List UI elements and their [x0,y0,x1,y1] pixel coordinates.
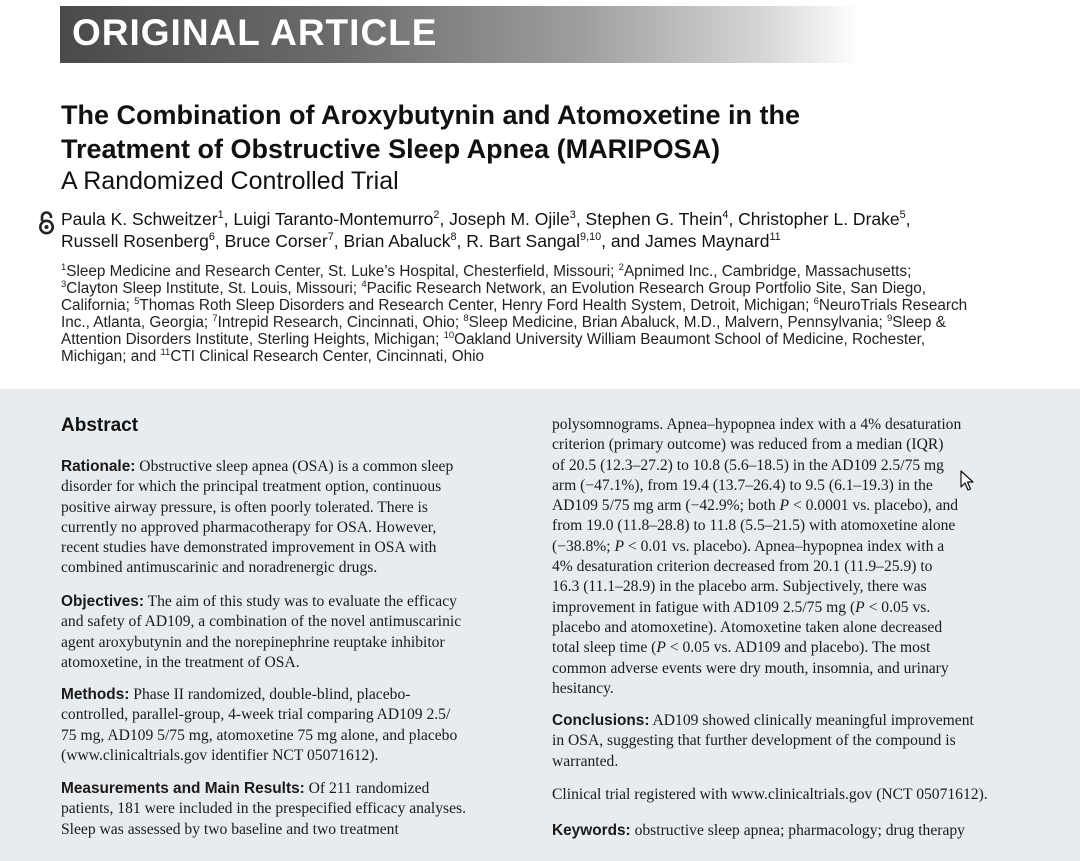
abstract-heading: Abstract [61,415,139,436]
results-paragraph: Measurements and Main Results: Of 211 randomized patients, 181 were included in the prespecified efficacy analyses. Sleep was assessed by two baseline and two treatment [61,780,466,838]
methods-paragraph: Methods: Phase II randomized, double-blind, placebo- controlled, parallel-group, 4-week trial comparing AD109 2.5/ 75 mg, AD109 5/75 mg, atomoxetine 75 mg alone, and placebo (www.clinicaltrials.gov identifier NCT 05071612). [61,686,458,764]
affiliations: $^1$Sleep Medicine and Research Center, St. Luke’s Hospital, Chesterfield, Missouri; $^2$Apnimed Inc., Cambridge, Massachusetts; $^3$Clayton Sleep Institute, St. Louis, Missouri; $^4$Pacific Research Network, an Evolution Research Group Portfolio Site, San Diego, California; $^5$Thomas Roth Sleep Disorders and Research Center, Henry Ford Health System, Detroit, Michigan; $^6$NeuroTrials Research Inc., Atlanta, Georgia; $^7$Intrepid Research, Cincinnati, Ohio; $^8$Sleep Medicine, Brian Abaluck, M.D., Malvern, Pennsylvania; $^9$Sleep & Attention Disorders Institute, Sterling Heights, Michigan; $^{10}$Oakland University William Beaumont School of Medicine, Rochester, Michigan; and $^{11}$CTI Clinical Research Center, Cincinnati, Ohio [61,261,968,365]
abstract-box [0,389,1080,861]
author-list: Paula K. Schweitzer$^1$, Luigi Taranto-Montemurro$^2$, Joseph M. Ojile$^3$, Stephen G. Thein$^4$, Christopher L. Drake$^5$, Russell Rosenberg$^6$, Bruce Corser$^7$, Brian Abaluck$^8$, R. Bart Sangal$^{9,10}$, and James Maynard$^{11}$ [61,209,911,251]
conclusions-paragraph: Conclusions: AD109 showed clinically meaningful improvement in OSA, suggesting that further development of the compound is warranted. [552,712,974,770]
trial-registry-text: Clinical trial registered with www.clinicaltrials.gov (NCT 05071612). [552,786,988,803]
rationale-paragraph: Rationale: Obstructive sleep apnea (OSA) is a common sleep disorder for which the principal treatment option, continuous positive airway pressure, is often poorly tolerated. There is currently no approved pharmacotherapy for OSA. However, recent studies have demonstrated improvement in OSA with combined antimuscarinic and noradrenergic drugs. [61,458,454,577]
mouse-cursor-icon [960,470,974,492]
keywords-line: Keywords: obstructive sleep apnea; pharmacology; drug therapy [552,822,965,839]
article-subtitle: A Randomized Controlled Trial [61,167,399,195]
objectives-paragraph: Objectives: The aim of this study was to evaluate the efficacy and safety of AD109, a combination of the novel antimuscarinic agent aroxybutynin and the norepinephrine reuptake inhibitor atomoxetine, in the treatment of OSA. [61,593,462,671]
article-title: The Combination of Aroxybutynin and Atomoxetine in the Treatment of Obstructive Sleep Apnea (MARIPOSA) [61,100,800,164]
section-banner [60,6,860,63]
open-access-icon [38,211,55,235]
results-continued-paragraph: polysomnograms. Apnea–hypopnea index with a 4% desaturation criterion (primary outcome) was reduced from a median (IQR) of 20.5 (12.3–27.2) to 10.8 (5.6–18.5) in the AD109 2.5/75 mg arm (−47.1%), from 19.4 (13.7–26.4) to 9.5 (6.1–19.3) in the AD109 5/75 mg arm (−42.9%; both P < 0.0001 vs. placebo), and from 19.0 (11.8–28.8) to 11.8 (5.5–21.5) with atomoxetine alone (−38.8%; P < 0.01 vs. placebo). Apnea–hypopnea index with a 4% desaturation criterion decreased from 20.1 (11.9–25.9) to 16.3 (11.1–28.9) in the placebo arm. Subjectively, there was improvement in fatigue with AD109 2.5/75 mg (P < 0.05 vs. placebo and atomoxetine). Atomoxetine taken alone decreased total sleep time (P < 0.05 vs. AD109 and placebo). The most common adverse events were dry mouth, insomnia, and urinary hesitancy. [552,416,962,697]
section-label: ORIGINAL ARTICLE [72,12,438,53]
